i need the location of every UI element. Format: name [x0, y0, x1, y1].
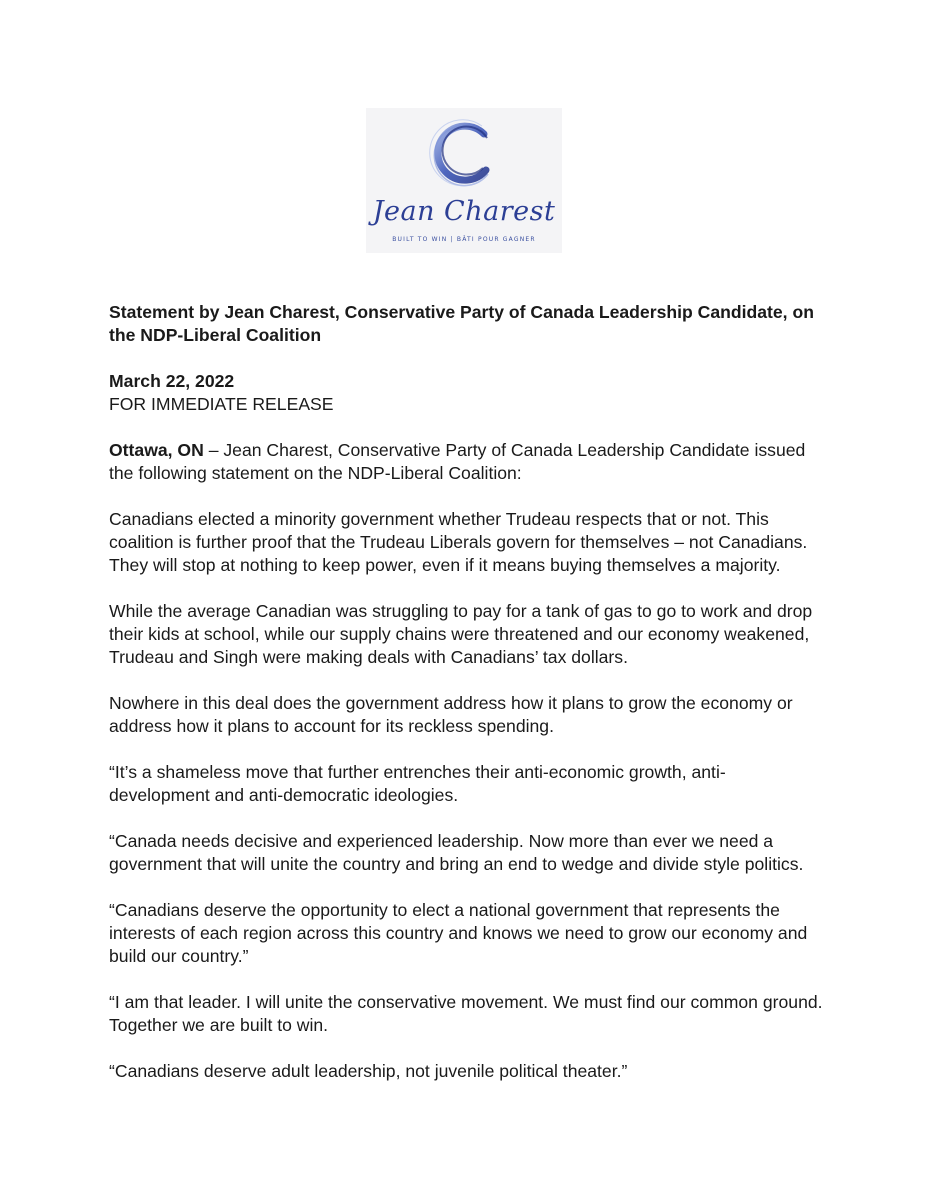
- release-info: [109, 370, 825, 416]
- body-paragraph: “It’s a shameless move that further entrenches their anti-economic growth, anti-development and anti-democratic ideologies.: [109, 762, 726, 805]
- body-paragraph: Canadians elected a minority government whether Trudeau respects that or not. This coalition is further proof that the Trudeau Liberals govern for themselves – not Canadians. They will stop at nothing to keep power, even if it means buying themselves a majority.: [109, 509, 808, 575]
- body-paragraph: Nowhere in this deal does the government address how it plans to grow the economy or address how it plans to account for its reckless spending.: [109, 693, 793, 736]
- release-note: FOR IMMEDIATE RELEASE: [109, 394, 334, 414]
- press-release-body: [109, 301, 825, 1106]
- body-paragraph: “Canada needs decisive and experienced leadership. Now more than ever we need a government that will unite the country and bring an end to wedge and divide style politics.: [109, 831, 804, 874]
- c-brushstroke-icon: [366, 108, 562, 208]
- body-paragraph: “Canadians deserve adult leadership, not juvenile political theater.”: [109, 1061, 628, 1081]
- release-date: March 22, 2022: [109, 371, 235, 391]
- campaign-logo: [366, 108, 562, 253]
- dateline: Ottawa, ON: [109, 440, 204, 460]
- body-paragraph: “Canadians deserve the opportunity to elect a national government that represents the interests of each region across this country and knows we need to grow our economy and build our country.”: [109, 900, 808, 966]
- logo-name: Jean Charest: [372, 196, 556, 227]
- logo-tagline: BUILT TO WIN | BÂTI POUR GAGNER: [392, 236, 536, 243]
- body-paragraph: While the average Canadian was struggling to pay for a tank of gas to go to work and drop their kids at school, while our supply chains were threatened and our economy weakened, Trudeau and Singh were making deals with Canadians’ tax dollars.: [109, 601, 813, 667]
- intro-text: – Jean Charest, Conservative Party of Canada Leadership Candidate issued the following statement on the NDP-Liberal Coalition:: [109, 440, 806, 483]
- body-paragraph: “I am that leader. I will unite the conservative movement. We must find our common ground. Together we are built to win.: [109, 992, 823, 1035]
- headline: Statement by Jean Charest, Conservative Party of Canada Leadership Candidate, on the NDP-Liberal Coalition: [109, 302, 814, 345]
- intro-paragraph: [109, 439, 825, 485]
